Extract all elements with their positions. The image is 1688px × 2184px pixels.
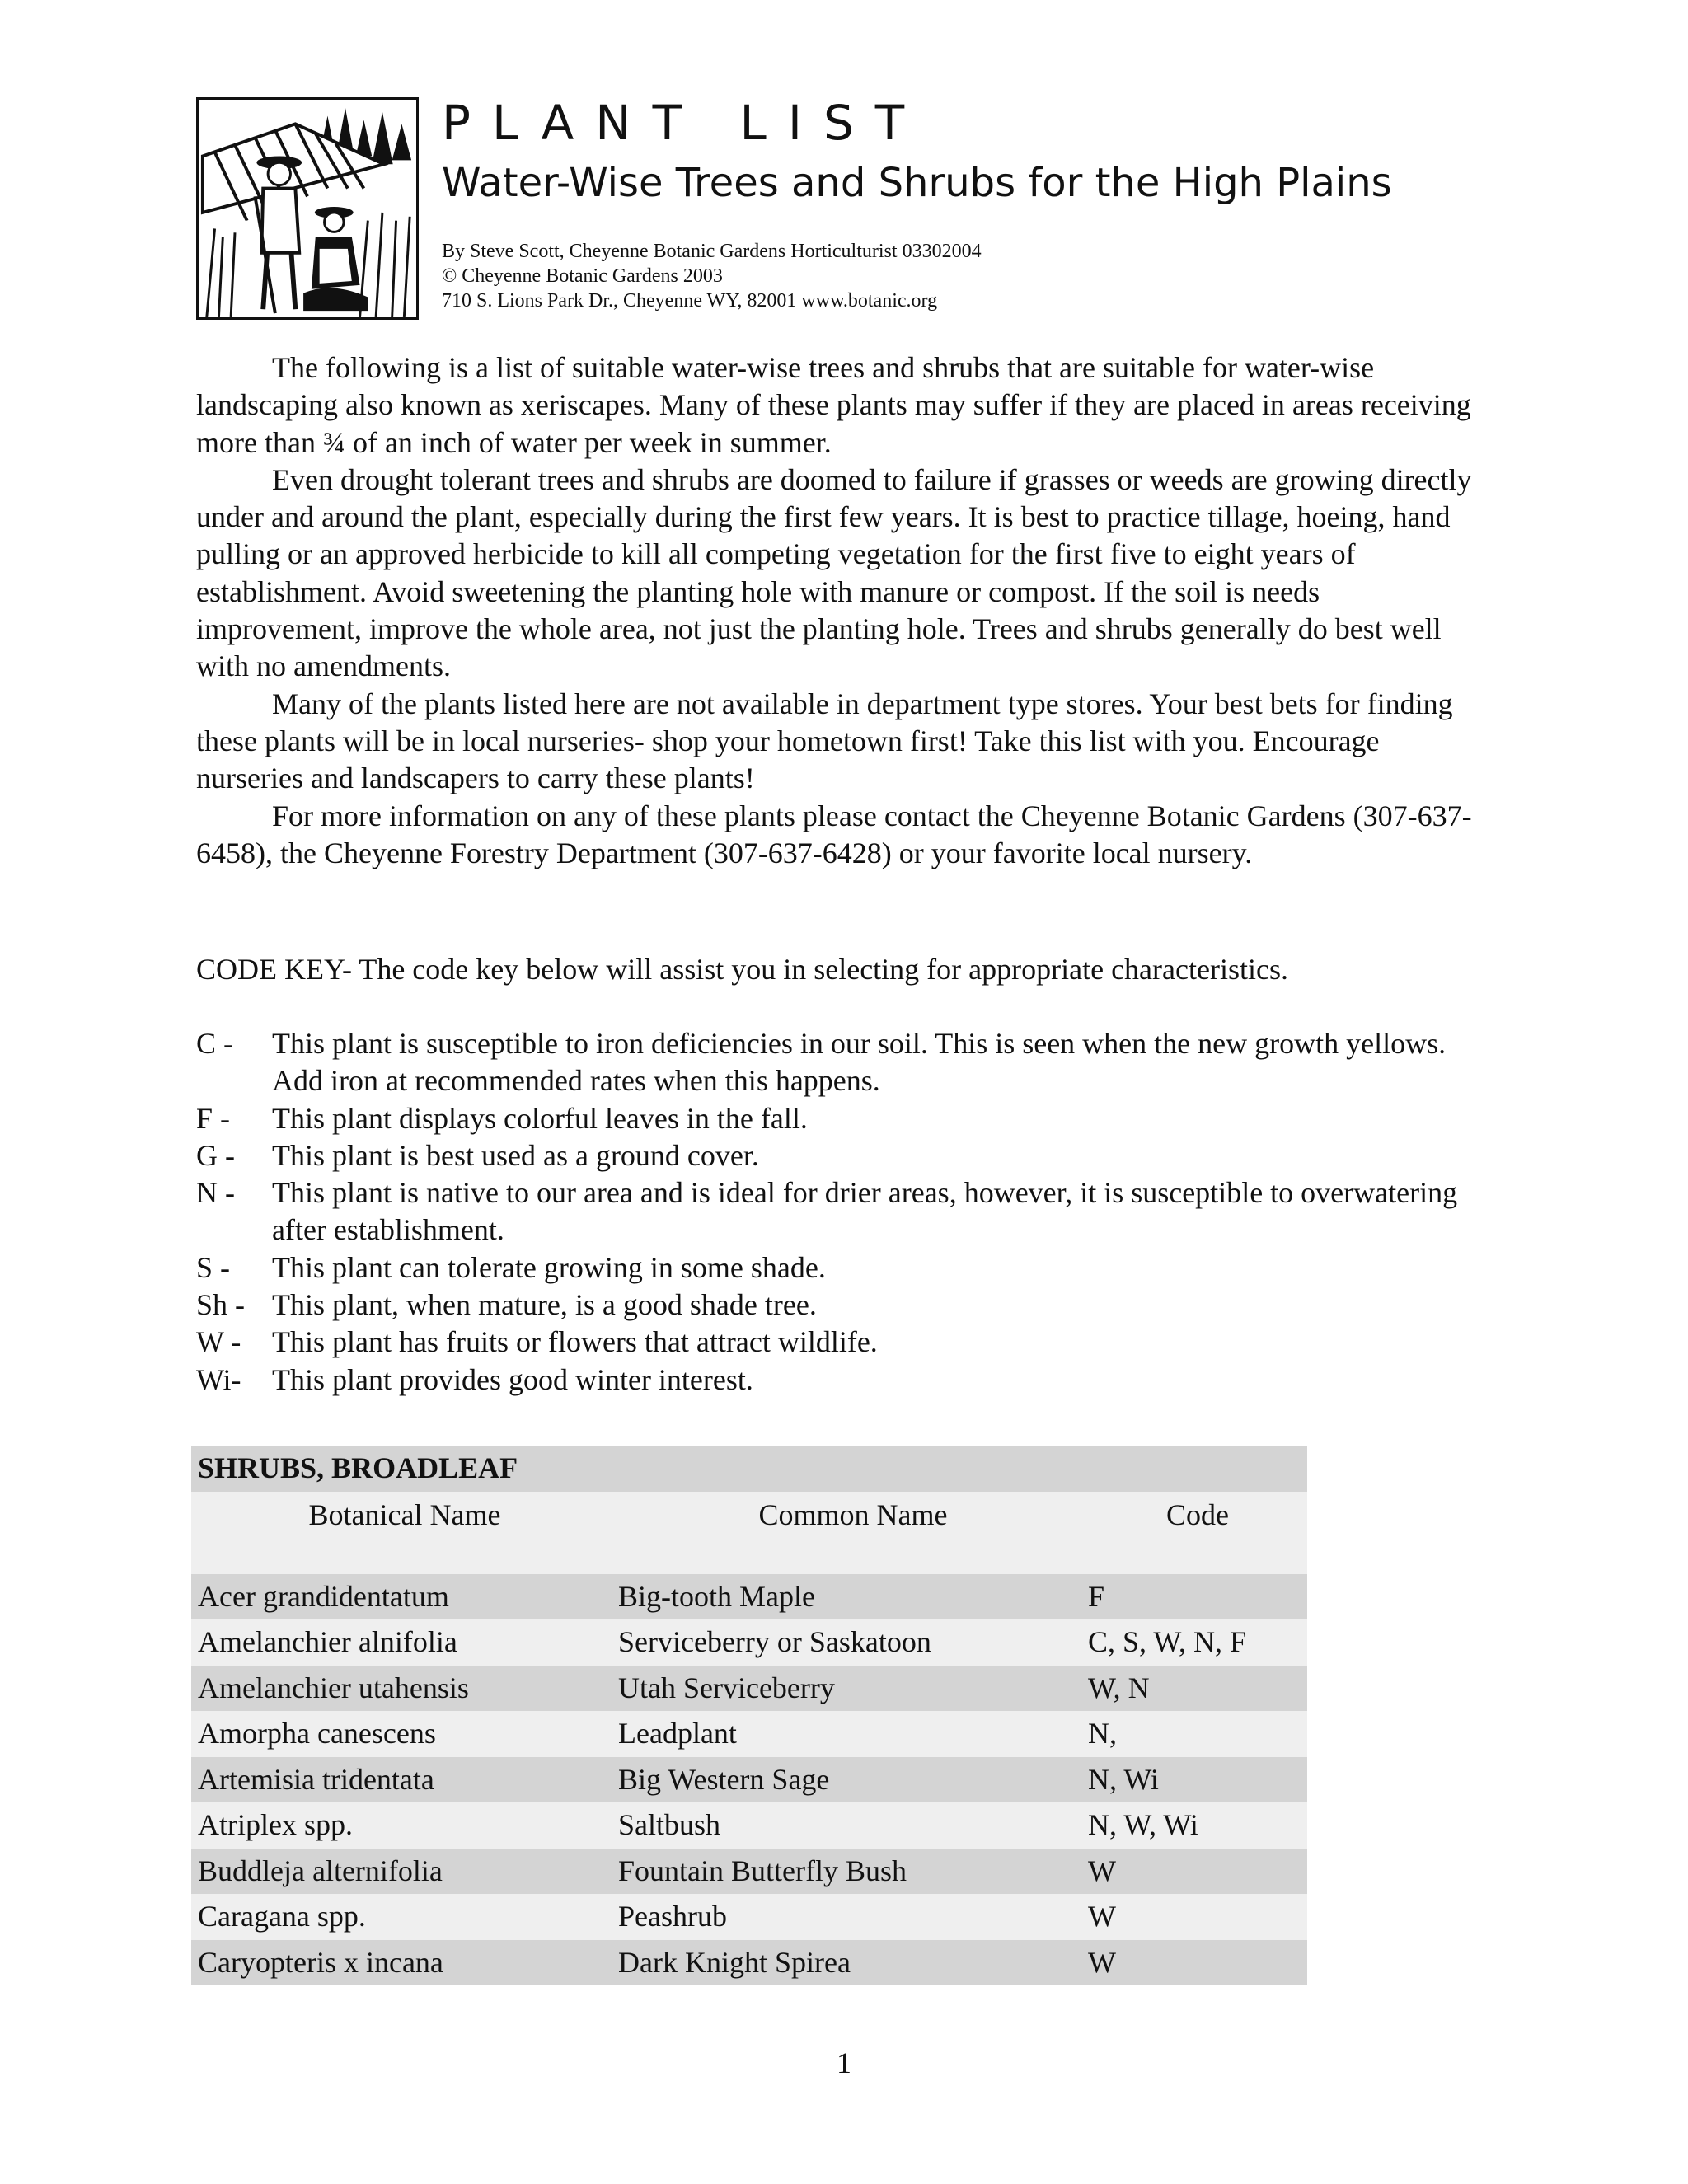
table-header-row — [191, 1492, 1307, 1574]
table-row — [191, 1802, 1307, 1849]
byline-address: 710 S. Lions Park Dr., Cheyenne WY, 82001 www.botanic.org — [442, 290, 938, 312]
botanical-name: Artemisia tridentata — [191, 1757, 618, 1803]
page-subtitle: Water-Wise Trees and Shrubs for the High Plains — [442, 160, 1392, 206]
table-row — [191, 1757, 1307, 1803]
common-name: Leadplant — [618, 1711, 1088, 1757]
code-description: This plant is best used as a ground cover. — [272, 1138, 759, 1172]
code-description: This plant, when mature, is a good shade tree. — [272, 1288, 817, 1322]
table-row — [191, 1574, 1307, 1620]
code-letter: W - — [196, 1325, 241, 1359]
botanical-name: Acer grandidentatum — [191, 1574, 618, 1620]
table-row — [191, 1849, 1307, 1895]
code-letter: Sh - — [196, 1288, 246, 1322]
code-description: This plant is native to our area and is ideal for drier areas, however, it is susceptible to overwatering after establishment. — [272, 1176, 1458, 1247]
table-row — [191, 1940, 1307, 1986]
code-description: This plant has fruits or flowers that attract wildlife. — [272, 1325, 878, 1359]
intro-paragraph: Even drought tolerant trees and shrubs are doomed to failure if grasses or weeds are growing directly under and around the plant, especially during the first few years. It is best to practice tillage, hoeing, hand pulling or an approved herbicide to kill all competing vegetation for the first five to eight years of establishment. Avoid sweetening the planting hole with manure or compost. If the soil is needs improvement, improve the whole area, not just the planting hole. Trees and shrubs generally do best well with no amendments. — [196, 462, 1472, 683]
page-title: PLANT LIST — [442, 95, 926, 151]
code-key-item — [196, 1249, 1482, 1286]
code-key-item — [196, 1137, 1482, 1174]
byline-copyright: © Cheyenne Botanic Gardens 2003 — [442, 265, 723, 287]
plant-code: W — [1088, 1894, 1307, 1940]
table-row — [191, 1894, 1307, 1940]
code-key-item — [196, 1100, 1482, 1137]
plant-table — [191, 1446, 1307, 1985]
table-section-header — [191, 1446, 1307, 1492]
page-number: 1 — [837, 2046, 851, 2079]
common-name: Big Western Sage — [618, 1757, 1088, 1803]
plant-code: C, S, W, N, F — [1088, 1619, 1307, 1666]
section-title: SHRUBS, BROADLEAF — [191, 1446, 1307, 1492]
common-name: Saltbush — [618, 1802, 1088, 1849]
common-name: Big-tooth Maple — [618, 1574, 1088, 1620]
common-name: Utah Serviceberry — [618, 1666, 1088, 1712]
botanical-name: Buddleja alternifolia — [191, 1849, 618, 1895]
plant-code: N, — [1088, 1711, 1307, 1757]
code-description: This plant displays colorful leaves in the fall. — [272, 1101, 808, 1135]
botanical-name: Amelanchier utahensis — [191, 1666, 618, 1712]
intro-text — [196, 349, 1482, 872]
code-key-item — [196, 1361, 1482, 1399]
code-description: This plant can tolerate growing in some shade. — [272, 1250, 826, 1284]
code-description: This plant provides good winter interest. — [272, 1362, 753, 1396]
code-description: This plant is susceptible to iron deficiencies in our soil. This is seen when the new growth yellows. Add iron at recommended rates when this happens. — [272, 1027, 1447, 1098]
plant-code: W, N — [1088, 1666, 1307, 1712]
byline-author: By Steve Scott, Cheyenne Botanic Gardens Horticulturist 03302004 — [442, 241, 982, 262]
code-letter: F - — [196, 1101, 231, 1135]
code-letter: C - — [196, 1027, 233, 1060]
common-name: Serviceberry or Saskatoon — [618, 1619, 1088, 1666]
code-letter: N - — [196, 1176, 235, 1210]
code-key-item — [196, 1286, 1482, 1324]
table-row — [191, 1711, 1307, 1757]
table-row — [191, 1619, 1307, 1666]
botanical-name: Amorpha canescens — [191, 1711, 618, 1757]
common-name: Fountain Butterfly Bush — [618, 1849, 1088, 1895]
column-header-botanical: Botanical Name — [191, 1492, 618, 1574]
byline — [442, 239, 982, 313]
gardeners-logo-illustration — [196, 97, 419, 320]
botanical-name: Atriplex spp. — [191, 1802, 618, 1849]
code-key-item — [196, 1174, 1482, 1249]
common-name: Dark Knight Spirea — [618, 1940, 1088, 1986]
code-letter: G - — [196, 1138, 235, 1172]
code-key-item — [196, 1324, 1482, 1361]
column-header-code: Code — [1088, 1492, 1307, 1574]
plant-code: W — [1088, 1849, 1307, 1895]
botanical-name: Caryopteris x incana — [191, 1940, 618, 1986]
column-header-common: Common Name — [618, 1492, 1088, 1574]
code-letter: S - — [196, 1250, 231, 1284]
botanical-name: Caragana spp. — [191, 1894, 618, 1940]
intro-paragraph: Many of the plants listed here are not available in department type stores. Your best bets for finding these plants will be in local nurseries- shop your hometown first! Take this list with you. Encourage nurseries and landscapers to carry these plants! — [196, 687, 1453, 795]
code-key-list — [196, 1025, 1482, 1399]
code-key-item — [196, 1025, 1482, 1100]
plant-code: W — [1088, 1940, 1307, 1986]
code-key-intro: CODE KEY- The code key below will assist you in selecting for appropriate characteristics. — [196, 953, 1288, 986]
intro-paragraph: The following is a list of suitable water-wise trees and shrubs that are suitable for water-wise landscaping also known as xeriscapes. Many of these plants may suffer if they are placed in areas receiving more than ¾ of an inch of water per week in summer. — [196, 351, 1471, 459]
table-row — [191, 1666, 1307, 1712]
plant-code: N, W, Wi — [1088, 1802, 1307, 1849]
code-letter: Wi- — [196, 1362, 241, 1396]
plant-code: F — [1088, 1574, 1307, 1620]
common-name: Peashrub — [618, 1894, 1088, 1940]
intro-paragraph: For more information on any of these plants please contact the Cheyenne Botanic Gardens (307-637-6458), the Cheyenne Forestry Department (307-637-6428) or your favorite local nursery. — [196, 799, 1472, 869]
plant-code: N, Wi — [1088, 1757, 1307, 1803]
botanical-name: Amelanchier alnifolia — [191, 1619, 618, 1666]
